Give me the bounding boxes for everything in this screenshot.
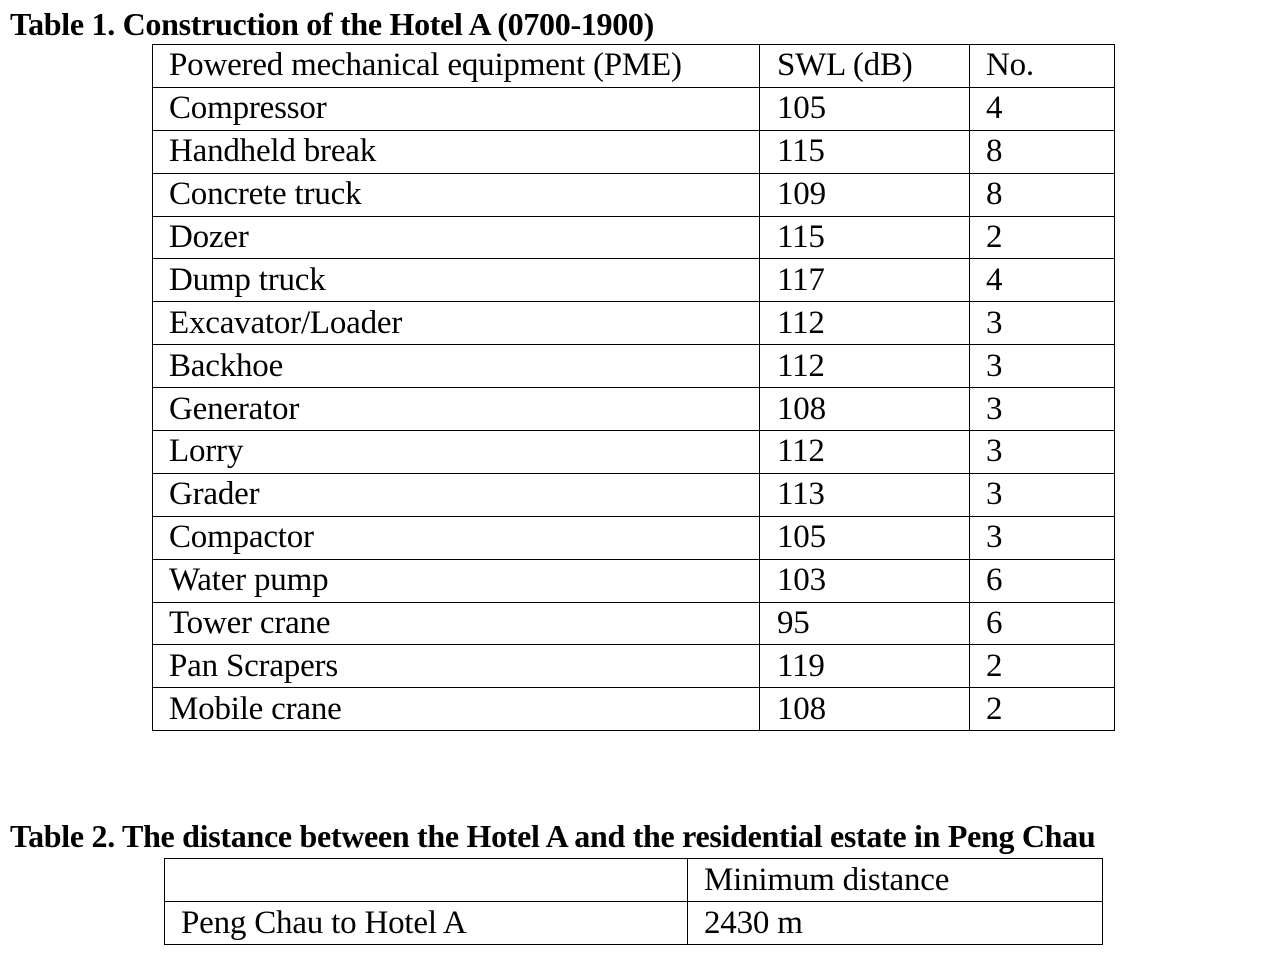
count-value: 3 <box>970 473 1115 516</box>
count-value: 6 <box>970 559 1115 602</box>
equipment-name: Generator <box>153 388 760 431</box>
equipment-name: Backhoe <box>153 345 760 388</box>
swl-value: 95 <box>760 602 970 645</box>
table-row <box>153 473 1115 516</box>
table-row <box>153 173 1115 216</box>
count-value: 3 <box>970 388 1115 431</box>
count-value: 2 <box>970 688 1115 731</box>
table-row <box>153 688 1115 731</box>
table-row <box>165 902 1103 945</box>
swl-value: 119 <box>760 645 970 688</box>
header-count: No. <box>970 45 1115 88</box>
header-blank <box>165 859 688 902</box>
swl-value: 112 <box>760 431 970 474</box>
swl-value: 108 <box>760 688 970 731</box>
swl-value: 115 <box>760 130 970 173</box>
table-row <box>153 516 1115 559</box>
swl-value: 105 <box>760 87 970 130</box>
equipment-name: Compactor <box>153 516 760 559</box>
equipment-name: Compressor <box>153 87 760 130</box>
swl-value: 117 <box>760 259 970 302</box>
swl-value: 103 <box>760 559 970 602</box>
table2-caption: Table 2. The distance between the Hotel A and the residential estate in Peng Chau <box>10 818 1096 854</box>
table-row <box>153 130 1115 173</box>
table-row <box>153 602 1115 645</box>
table-row <box>153 645 1115 688</box>
table-row <box>153 87 1115 130</box>
count-value: 3 <box>970 431 1115 474</box>
swl-value: 115 <box>760 216 970 259</box>
table-row <box>153 345 1115 388</box>
equipment-name: Dump truck <box>153 259 760 302</box>
swl-value: 108 <box>760 388 970 431</box>
distance-table <box>164 858 1103 945</box>
table-row <box>153 216 1115 259</box>
table-header-row <box>153 45 1115 88</box>
route-label: Peng Chau to Hotel A <box>165 902 688 945</box>
header-swl: SWL (dB) <box>760 45 970 88</box>
table-row <box>153 302 1115 345</box>
swl-value: 113 <box>760 473 970 516</box>
equipment-name: Water pump <box>153 559 760 602</box>
equipment-name: Lorry <box>153 431 760 474</box>
count-value: 3 <box>970 302 1115 345</box>
equipment-name: Concrete truck <box>153 173 760 216</box>
count-value: 8 <box>970 130 1115 173</box>
count-value: 6 <box>970 602 1115 645</box>
header-pme: Powered mechanical equipment (PME) <box>153 45 760 88</box>
count-value: 3 <box>970 516 1115 559</box>
header-minimum-distance: Minimum distance <box>688 859 1103 902</box>
equipment-name: Handheld break <box>153 130 760 173</box>
equipment-name: Pan Scrapers <box>153 645 760 688</box>
swl-value: 112 <box>760 345 970 388</box>
count-value: 3 <box>970 345 1115 388</box>
pme-table <box>152 44 1115 731</box>
swl-value: 105 <box>760 516 970 559</box>
equipment-name: Excavator/Loader <box>153 302 760 345</box>
swl-value: 109 <box>760 173 970 216</box>
count-value: 4 <box>970 259 1115 302</box>
table-row <box>153 559 1115 602</box>
equipment-name: Mobile crane <box>153 688 760 731</box>
distance-value: 2430 m <box>688 902 1103 945</box>
equipment-name: Grader <box>153 473 760 516</box>
equipment-name: Tower crane <box>153 602 760 645</box>
count-value: 8 <box>970 173 1115 216</box>
equipment-name: Dozer <box>153 216 760 259</box>
table-row <box>153 431 1115 474</box>
swl-value: 112 <box>760 302 970 345</box>
table-row <box>153 259 1115 302</box>
table1-caption: Table 1. Construction of the Hotel A (0700-1900) <box>10 6 654 42</box>
count-value: 4 <box>970 87 1115 130</box>
count-value: 2 <box>970 216 1115 259</box>
table-header-row <box>165 859 1103 902</box>
count-value: 2 <box>970 645 1115 688</box>
table-row <box>153 388 1115 431</box>
